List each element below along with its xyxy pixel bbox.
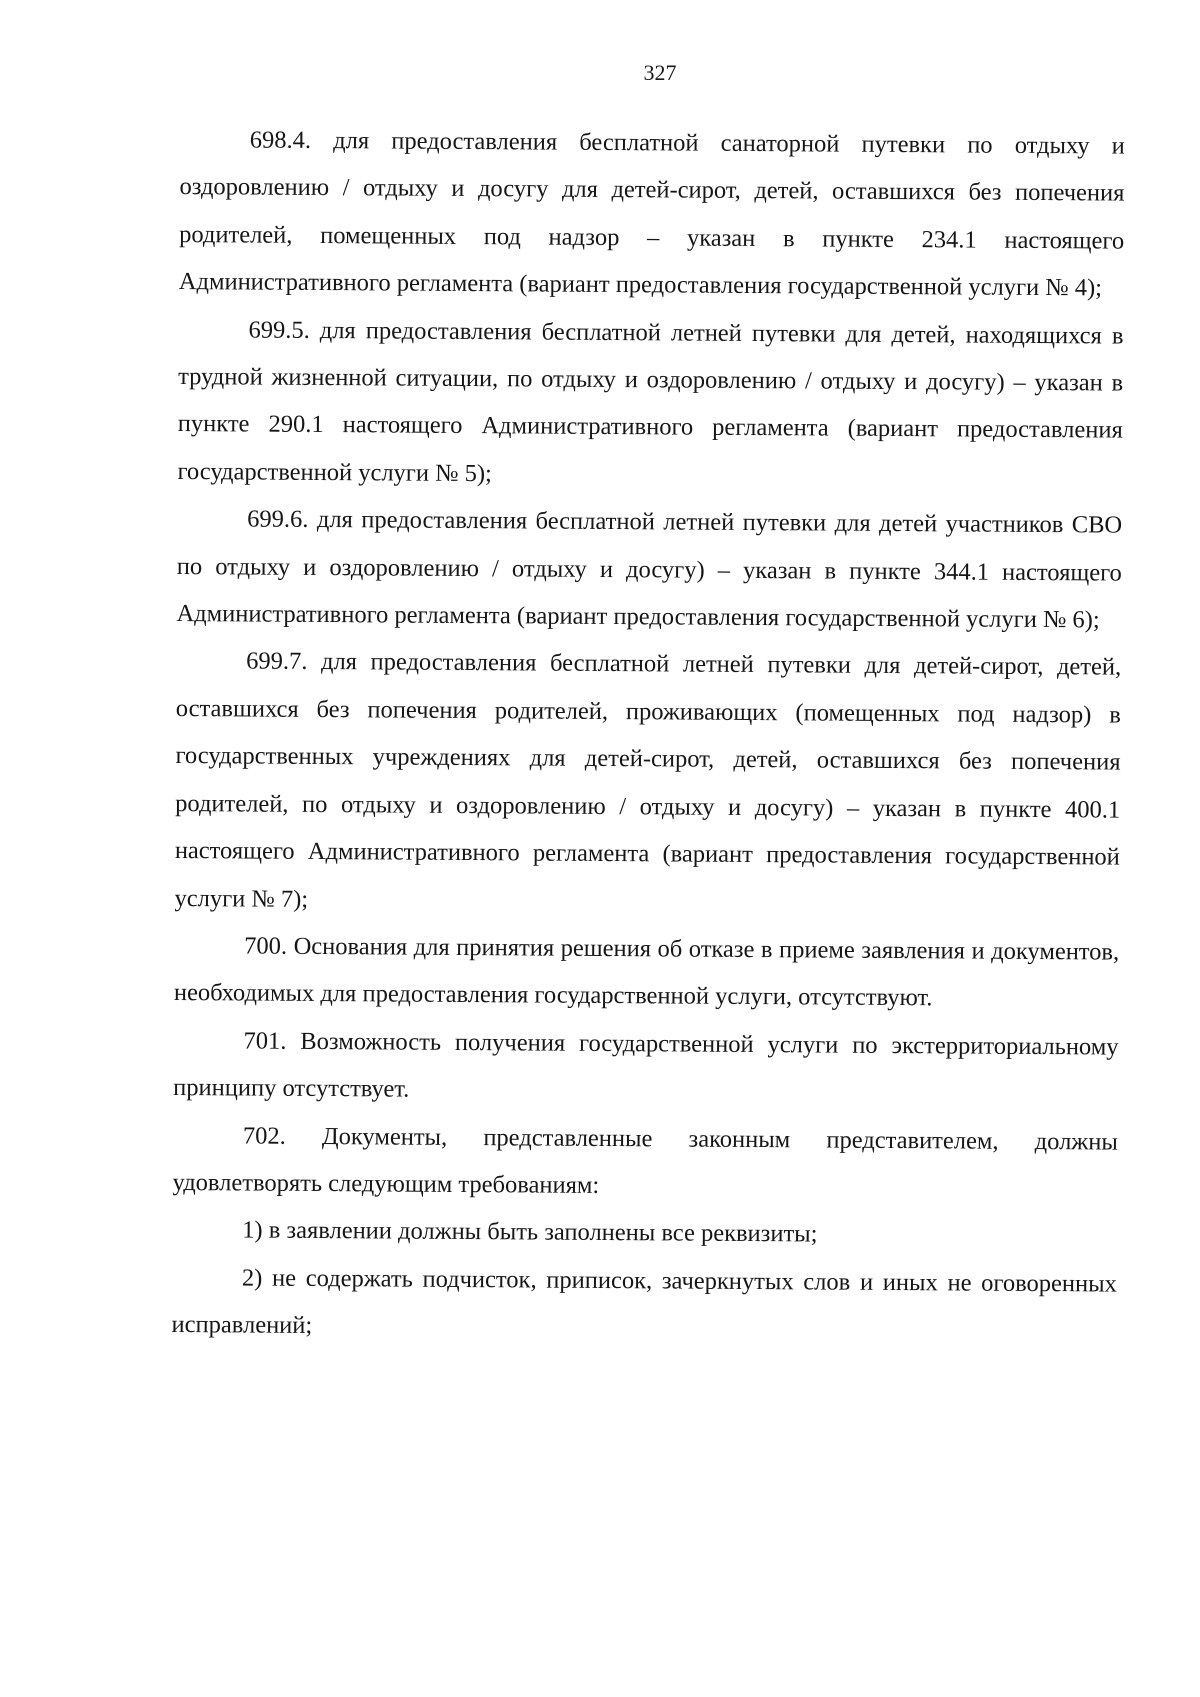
document-body [171, 116, 1125, 1355]
page-number: 327 [643, 60, 677, 85]
list-item-1: 1) в заявлении должны быть заполнены все реквизиты; [242, 1216, 818, 1248]
list-item-2: 2) не содержать подчисток, приписок, зачеркнутых слов и иных не оговоренных исправлений; [171, 1264, 1117, 1340]
paragraph-700: 700. Основания для принятия решения об отказе в приеме заявления и документов, необходимых для предоставления государственной услуги, отсутствуют. [173, 932, 1120, 1012]
paragraph-701: 701. Возможность получения государственной услуги по экстерриториальному принципу отсутствует. [173, 1027, 1119, 1103]
paragraph-699-7: 699.7. для предоставления бесплатной летней путевки для детей-сирот, детей, оставшихся без попечения родителей, проживающих (помещенных под надзор) в государственных учреждениях для детей-сирот, детей, оставшихся без попечения родителей, по отдыху и оздоровлению / отдыху и досугу) – указан в пункте 400.1 настоящего Административного регламента (вариант предоставления государственной услуги № 7); [174, 647, 1122, 913]
paragraph-699-5: 699.5. для предоставления бесплатной летней путевки для детей, находящихся в трудной жизненной ситуации, по отдыху и оздоровлению / отдыху и досугу) – указан в пункте 290.1 настоящего Административного регламента (вариант предоставления государственной услуги № 5); [177, 316, 1124, 488]
paragraph-702: 702. Документы, представленные законным представителем, должны удовлетворять следующим требованиям: [172, 1121, 1118, 1199]
paragraph-699-6: 699.6. для предоставления бесплатной летней путевки для детей участников СВО по отдыху и оздоровлению / отдыху и досугу) – указан в пункте 344.1 настоящего Административного регламента (вариант предоставления государственной услуги № 6); [176, 505, 1123, 634]
paragraph-698-4: 698.4. для предоставления бесплатной санаторной путевки по отдыху и оздоровлению / отдыху и досугу для детей-сирот, детей, оставшихся без попечения родителей, помещенных под надзор – указан в пункте 234.1 настоящего Административного регламента (вариант предоставления государственной услуги № 4); [178, 126, 1125, 302]
